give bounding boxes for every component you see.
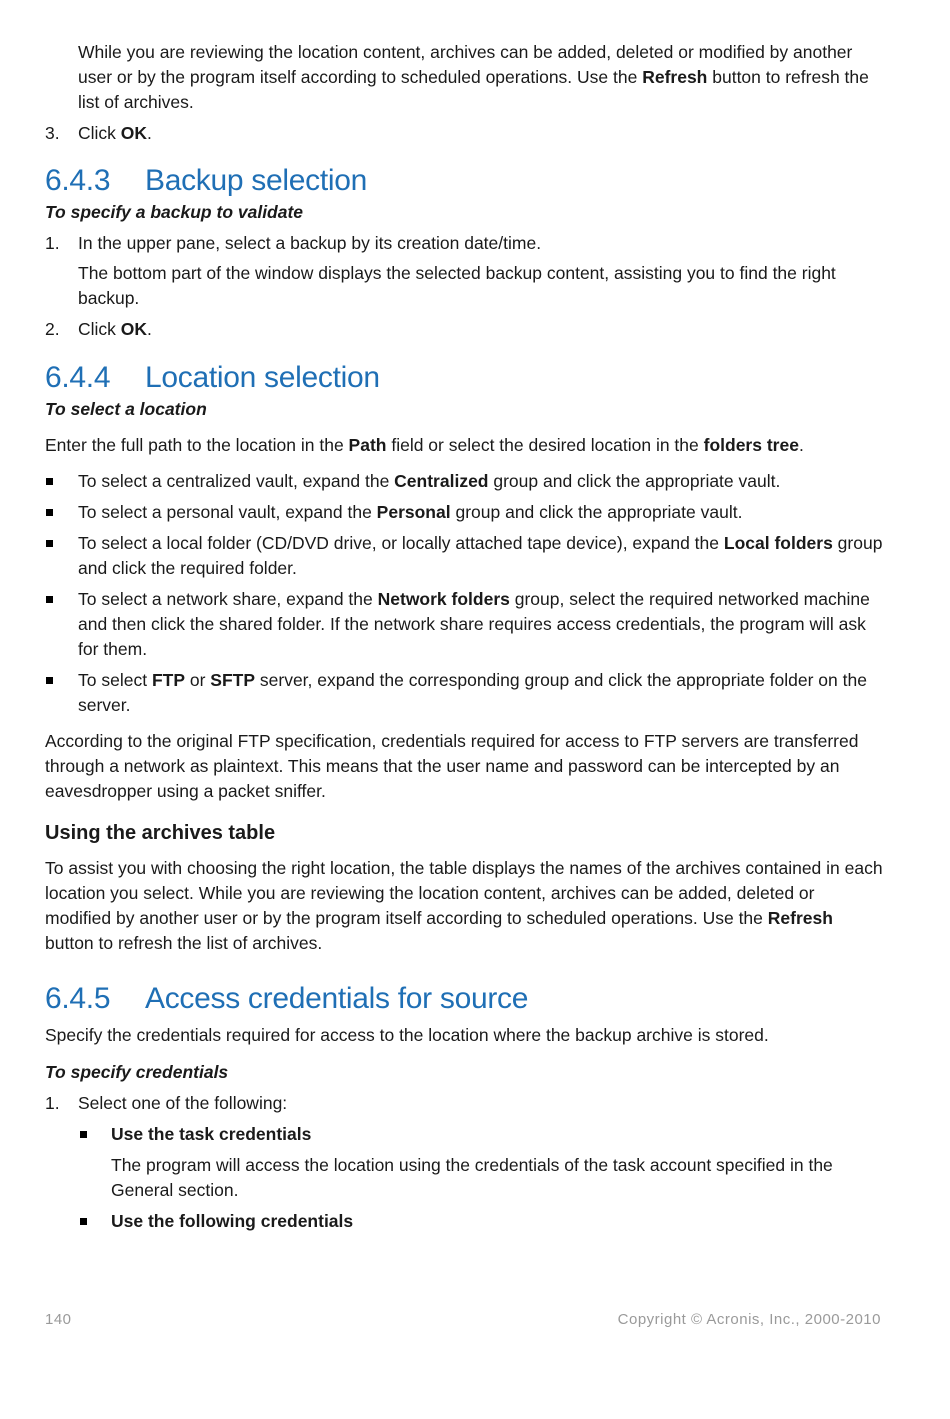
bullet-square-icon (80, 1131, 87, 1138)
option-task-credentials-detail: The program will access the location using the credentials of the task account specified in the General section. (111, 1155, 833, 1200)
intro-paragraph: While you are reviewing the location content, archives can be added, deleted or modified by another user or by the program itself according to scheduled operations. Use the Refresh button to refresh the list of archives. (78, 42, 869, 112)
bullet-centralized: To select a centralized vault, expand the Centralized group and click the appropriate vault. (45, 469, 885, 494)
procedure-title: To specify credentials (45, 1062, 229, 1082)
copyright-text: Copyright © Acronis, Inc., 2000-2010 (617, 1311, 881, 1328)
bullet-square-icon (46, 540, 53, 547)
archives-table-paragraph: To assist you with choosing the right location, the table displays the names of the archives contained in each location you select. While you are reviewing the location content, archives can be added, deleted or modified by another user or by the program itself according to scheduled operations. Use the Refresh button to refresh the list of archives. (45, 858, 883, 953)
option-following-credentials: Use the following credentials (45, 1209, 885, 1234)
step-3: 3. Click OK. (45, 123, 152, 143)
bullet-square-icon (80, 1218, 87, 1225)
page-number: 140 (45, 1311, 72, 1328)
bullet-square-icon (46, 478, 53, 485)
location-lead: Enter the full path to the location in the Path field or select the desired location in the folders tree. (45, 435, 804, 455)
bullet-local-folders: To select a local folder (CD/DVD drive, or locally attached tape device), expand the Local folders group and click the required folder. (45, 531, 885, 581)
bullet-square-icon (46, 677, 53, 684)
procedure-title: To select a location (45, 399, 207, 419)
bullet-square-icon (46, 509, 53, 516)
step-1: 1. Select one of the following: (45, 1093, 288, 1113)
bullet-ftp: To select FTP or SFTP server, expand the corresponding group and click the appropriate folder on the server. (45, 668, 885, 718)
section-heading-6-4-4: 6.4.4 Location selection (45, 361, 380, 394)
ftp-note: According to the original FTP specification, credentials required for access to FTP servers are transferred through a network as plaintext. This means that the user name and password can be intercepted by an eavesdropper using a packet sniffer. (45, 731, 859, 801)
bullet-square-icon (46, 596, 53, 603)
section-heading-6-4-3: 6.4.3 Backup selection (45, 164, 368, 197)
option-task-credentials: Use the task credentials (45, 1122, 885, 1147)
subheading-archives-table: Using the archives table (45, 822, 276, 844)
document-page (45, 40, 885, 1234)
bullet-network-folders: To select a network share, expand the Network folders group, select the required networked machine and then click the shared folder. If the network share requires access credentials, the program will ask for them. (45, 587, 885, 662)
section-heading-6-4-5: 6.4.5 Access credentials for source (45, 982, 529, 1015)
bullet-personal: To select a personal vault, expand the Personal group and click the appropriate vault. (45, 500, 885, 525)
step-1-detail: The bottom part of the window displays the selected backup content, assisting you to find the right backup. (78, 263, 836, 308)
procedure-title: To specify a backup to validate (45, 202, 304, 222)
step-2: 2. Click OK. (45, 319, 152, 339)
step-1: 1. In the upper pane, select a backup by its creation date/time. (45, 233, 542, 253)
credentials-lead: Specify the credentials required for access to the location where the backup archive is stored. (45, 1025, 769, 1045)
